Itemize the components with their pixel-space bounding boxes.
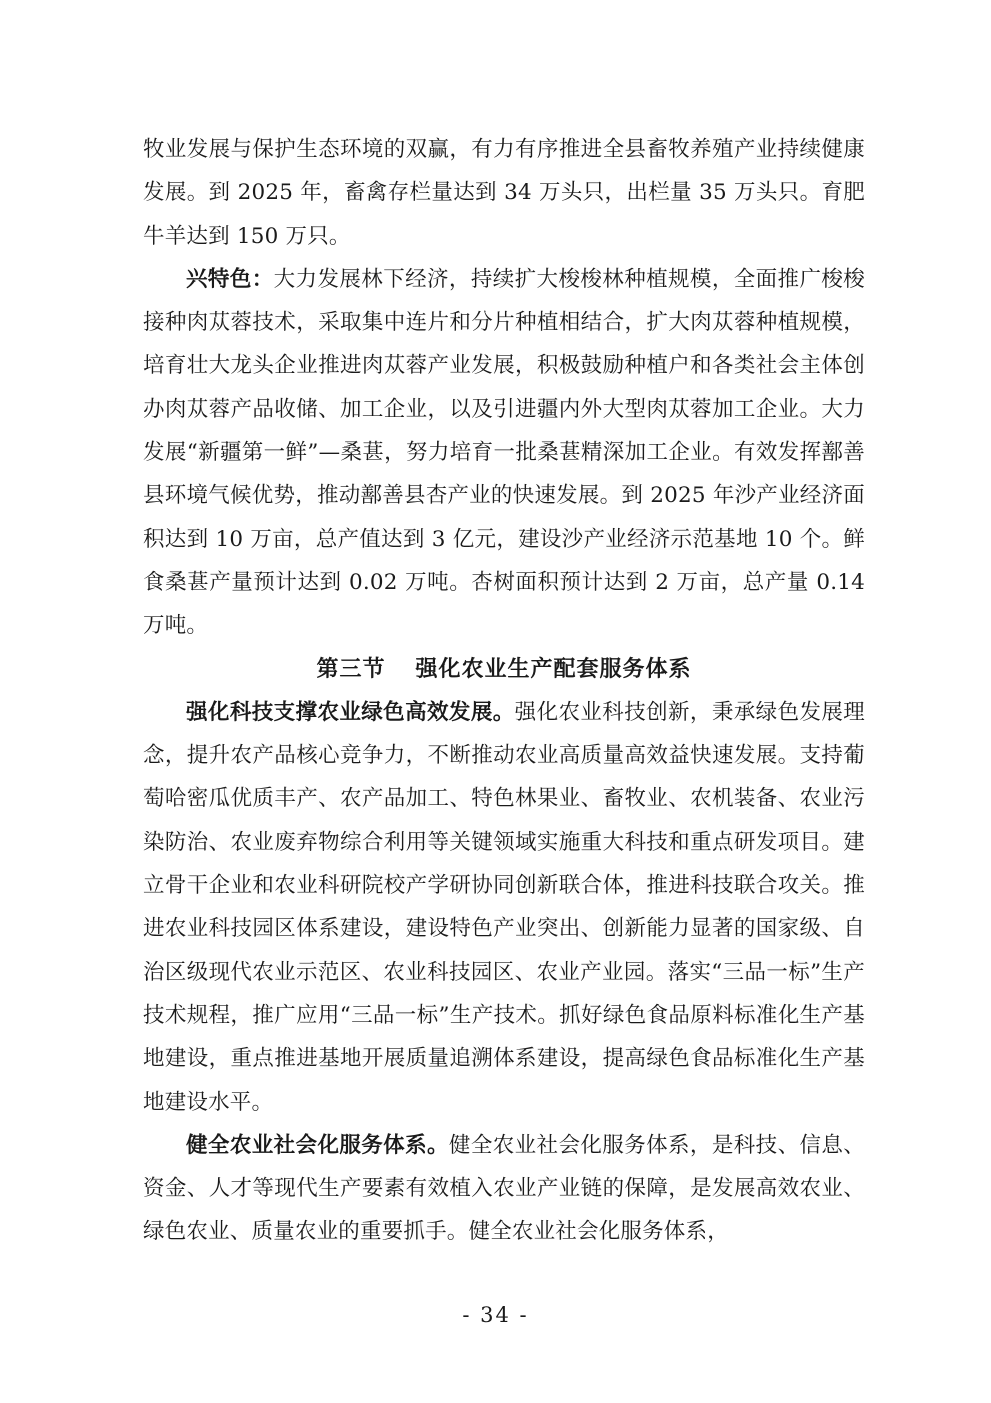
paragraph-text: 牧业发展与保护生态环境的双赢，有力有序推进全县畜牧养殖产业持续健康发展。到 2025 年，畜禽存栏量达到 34 万头只，出栏量 35 万头只。育肥牛羊达到 150 万只。 bbox=[143, 137, 865, 249]
page-number: - 34 - bbox=[462, 1303, 529, 1327]
paragraph-text: 大力发展林下经济，持续扩大梭梭林种植规模，全面推广梭梭接种肉苁蓉技术，采取集中连片和分片种植相结合，扩大肉苁蓉种植规模，培育壮大龙头企业推进肉苁蓉产业发展，积极鼓励种植户和各类社会主体创办肉苁蓉产品收储、加工企业，以及引进疆内外大型肉苁蓉加工企业。大力发展“新疆第一鲜”—桑葚，努力培育一批桑葚精深加工企业。有效发挥鄯善县环境气候优势，推动鄯善县杏产业的快速发展。到 2025 年沙产业经济面积达到 10 万亩，总产值达到 3 亿元，建设沙产业经济示范基地 10 个。鲜食桑葚产量预计达到 0.02 万吨。杏树面积预计达到 2 万亩，总产量 0.14 万吨。 bbox=[143, 266, 865, 639]
paragraph-service-system bbox=[143, 1124, 865, 1254]
section-heading bbox=[143, 648, 865, 691]
page-body bbox=[143, 128, 865, 1254]
paragraph-lead-heading: 兴特色： bbox=[186, 266, 274, 292]
paragraph-lead-heading: 健全农业社会化服务体系。 bbox=[186, 1132, 449, 1158]
paragraph-featured-industry bbox=[143, 258, 865, 648]
paragraph-text: 强化农业科技创新，秉承绿色发展理念，提升农产品核心竞争力，不断推动农业高质量高效益快速发展。支持葡萄哈密瓜优质丰产、农产品加工、特色林果业、畜牧业、农机装备、农业污染防治、农业废弃物综合利用等关键领域实施重大科技和重点研发项目。建立骨干企业和农业科研院校产学研协同创新联合体，推进科技联合攻关。推进农业科技园区体系建设，建设特色产业突出、创新能力显著的国家级、自治区级现代农业示范区、农业科技园区、农业产业园。落实“三品一标”生产技术规程，推广应用“三品一标”生产技术。抓好绿色食品原料标准化生产基地建设，重点推进基地开展质量追溯体系建设，提高绿色食品标准化生产基地建设水平。 bbox=[143, 699, 865, 1115]
section-title: 强化农业生产配套服务体系 bbox=[415, 656, 692, 682]
section-number: 第三节 bbox=[316, 656, 386, 682]
paragraph-text: 健全农业社会化服务体系，是科技、信息、资金、人才等现代生产要素有效植入农业产业链的保障，是发展高效农业、绿色农业、质量农业的重要抓手。健全农业社会化服务体系， bbox=[143, 1132, 865, 1245]
paragraph-lead-heading: 强化科技支撑农业绿色高效发展。 bbox=[186, 699, 515, 725]
paragraph-livestock bbox=[143, 128, 865, 258]
paragraph-tech-support bbox=[143, 691, 865, 1124]
